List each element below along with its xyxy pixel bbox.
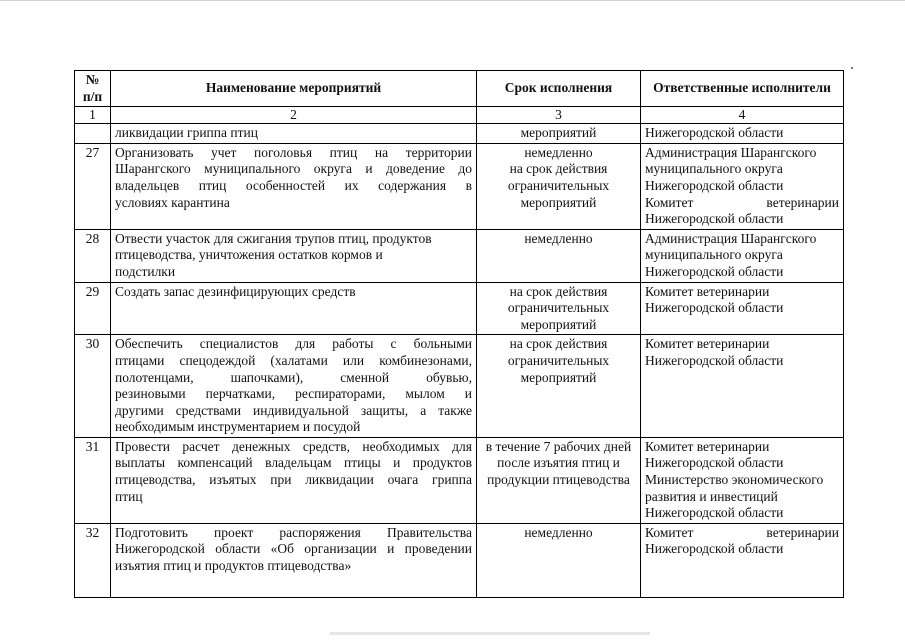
table-header-row [75, 71, 844, 107]
deadline: немедленно на срок действия ограничительных мероприятий [477, 143, 641, 229]
column-number: 4 [641, 107, 844, 124]
deadline: на срок действия ограничительных мероприятий [477, 282, 641, 335]
table-row [75, 143, 844, 229]
activities-table [74, 70, 844, 598]
row-number: 30 [75, 335, 111, 438]
table-row [75, 282, 844, 335]
table-row [75, 124, 844, 144]
deadline: в течение 7 рабочих дней после изъятия птиц и продукции птицеводства [477, 437, 641, 523]
activity-name: Подготовить проект распоряжения Правительства Нижегородской области «Об организации и проведении изъятия птиц и продуктов птицеводства» [111, 523, 477, 597]
scan-edge-bottom [330, 632, 650, 635]
column-number: 2 [111, 107, 477, 124]
activity-name: Организовать учет поголовья птиц на территории Шарангского муниципального округа и доведение до владельцев птиц особенностей их содержания в условиях карантина [111, 143, 477, 229]
activity-name: Обеспечить специалистов для работы с больными птицами спецодеждой (халатами или комбинезонами, полотенцами, шапочками), сменной обувью, резиновыми перчатками, респираторами, мылом и другими средствами индивидуальной защиты, а также необходимым инструментарием и посудой [111, 335, 477, 438]
responsible: Администрация Шарангского муниципального округа Нижегородской области [641, 229, 844, 282]
responsible: Комитет ветеринарии Нижегородской области [641, 523, 844, 597]
activity-name: ликвидации гриппа птиц [111, 124, 477, 144]
deadline: мероприятий [477, 124, 641, 144]
responsible: Администрация Шарангского муниципального округа Нижегородской области Комитет ветеринарии Нижегородской области [641, 143, 844, 229]
responsible: Комитет ветеринарии Нижегородской области Министерство экономического развития и инвестиций Нижегородской области [641, 437, 844, 523]
header-responsible: Ответственные исполнители [641, 71, 844, 107]
table-row [75, 229, 844, 282]
activity-name: Отвести участок для сжигания трупов птиц, продуктов птицеводства, уничтожения остатков кормов и подстилки [111, 229, 477, 282]
scan-speck [851, 67, 853, 69]
scan-edge-top [0, 0, 905, 1]
deadline: немедленно [477, 523, 641, 597]
header-number: № п/п [75, 71, 111, 107]
table-row [75, 437, 844, 523]
activity-name: Провести расчет денежных средств, необходимых для выплаты компенсаций владельцам птицы и продуктов птицеводства, изъятых при ликвидации очага гриппа птиц [111, 437, 477, 523]
row-number [75, 124, 111, 144]
column-number: 3 [477, 107, 641, 124]
header-deadline: Срок исполнения [477, 71, 641, 107]
row-number: 29 [75, 282, 111, 335]
table-row [75, 335, 844, 438]
responsible: Нижегородской области [641, 124, 844, 144]
responsible: Комитет ветеринарии Нижегородской области [641, 282, 844, 335]
responsible: Комитет ветеринарии Нижегородской области [641, 335, 844, 438]
column-number-row [75, 107, 844, 124]
row-number: 28 [75, 229, 111, 282]
activity-name: Создать запас дезинфицирующих средств [111, 282, 477, 335]
row-number: 27 [75, 143, 111, 229]
column-number: 1 [75, 107, 111, 124]
header-activity-name: Наименование мероприятий [111, 71, 477, 107]
table-row [75, 523, 844, 597]
row-number: 32 [75, 523, 111, 597]
row-number: 31 [75, 437, 111, 523]
deadline: немедленно [477, 229, 641, 282]
deadline: на срок действия ограничительных мероприятий [477, 335, 641, 438]
